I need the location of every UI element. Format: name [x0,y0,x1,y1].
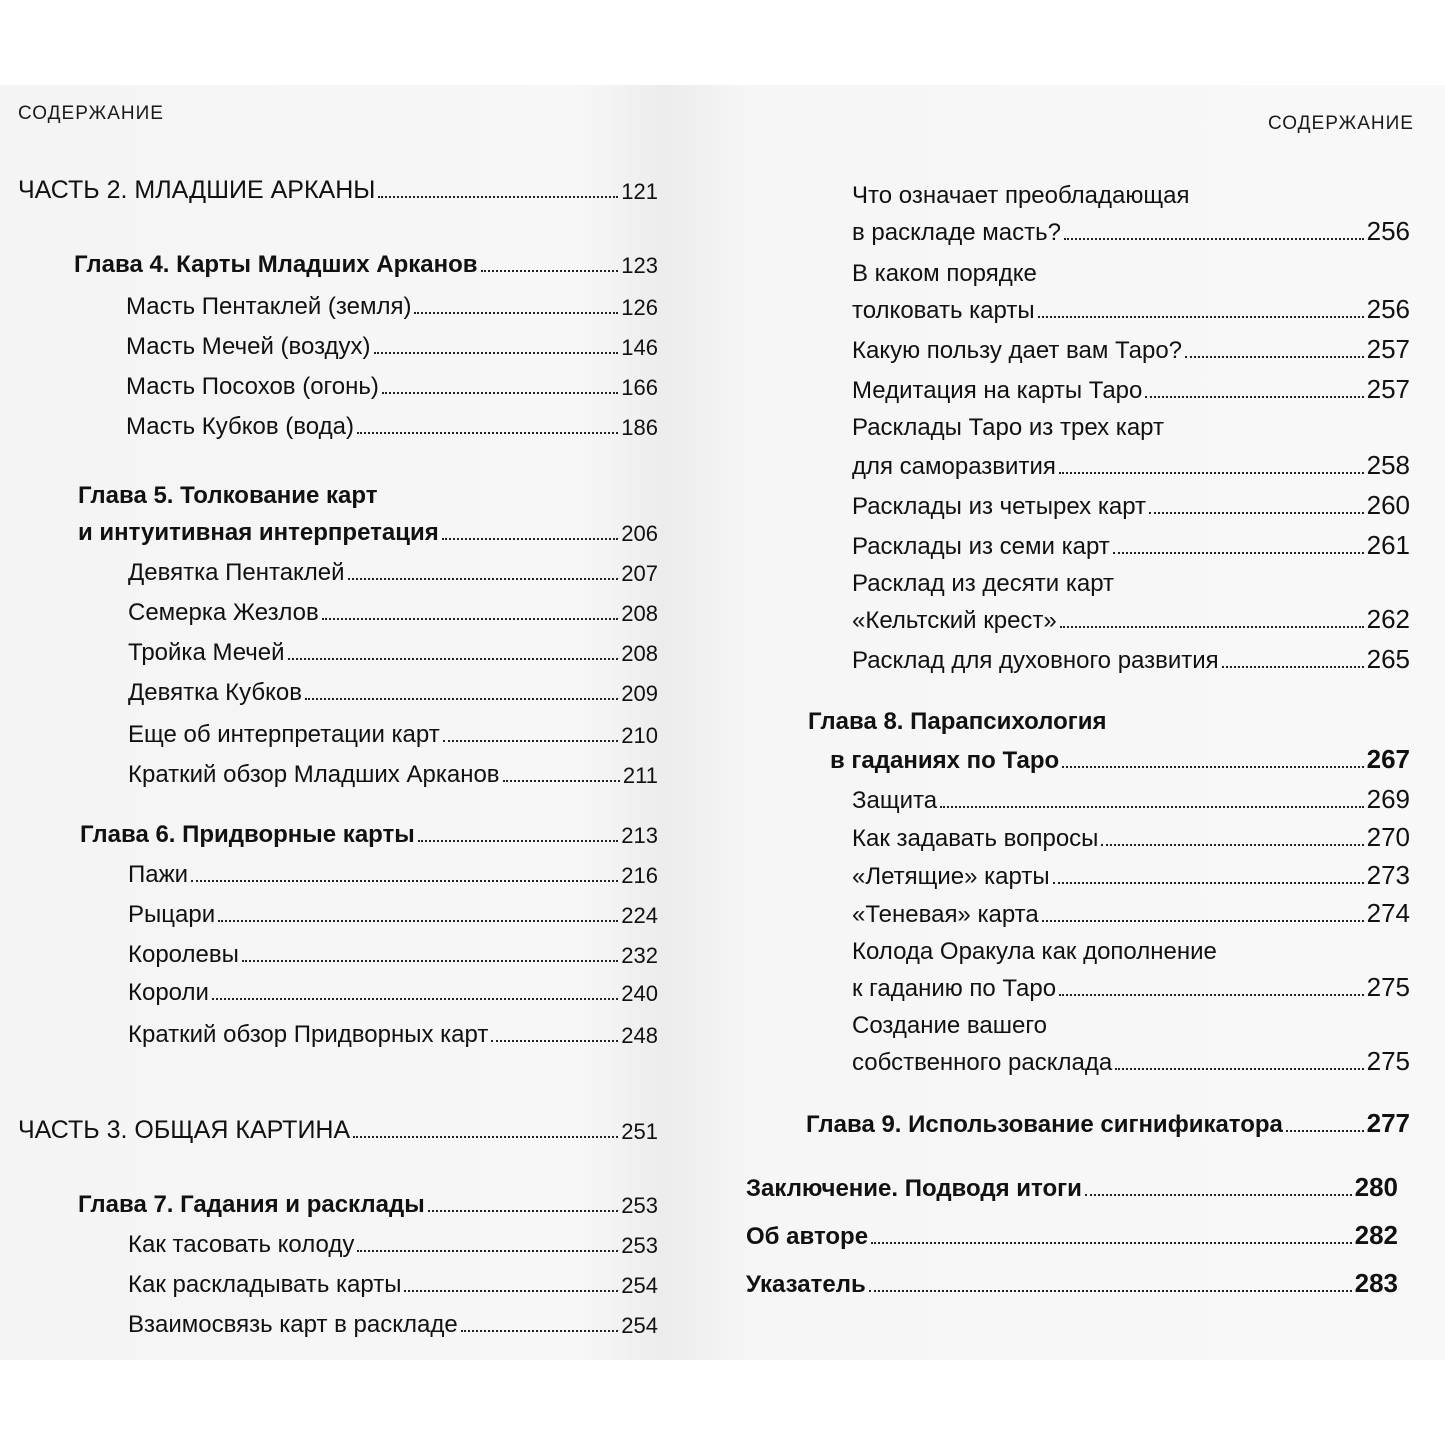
toc-item-page: 146 [621,335,658,360]
toc-item[interactable] [852,641,1410,675]
dot-leader [305,698,618,700]
toc-item[interactable] [126,327,658,361]
toc-item-page: 256 [1366,216,1410,246]
toc-item-title: «Летящие» карты [852,863,1050,890]
dot-leader [1064,238,1364,240]
toc-item-title: Семерка Жезлов [128,599,319,626]
left-running-head: СОДЕРЖАНИЕ [18,103,164,124]
toc-item-title: Масть Пентаклей (земля) [126,293,412,320]
toc-item-title: «Кельтский крест» [852,607,1057,634]
right-running-head: СОДЕРЖАНИЕ [1268,113,1414,134]
toc-item-page: 257 [1366,374,1410,404]
toc-conclusion-title: Заключение. Подводя итоги [746,1175,1082,1202]
toc-item[interactable] [128,593,658,627]
toc-item-title: Королевы [128,941,239,968]
dot-leader [378,196,618,198]
toc-item-page: 209 [621,681,658,706]
toc-part-2-page: 121 [621,179,658,204]
toc-item-title: Расклад для духовного развития [852,647,1219,674]
toc-item[interactable] [852,291,1410,325]
toc-chapter-9[interactable] [806,1105,1410,1139]
dot-leader [481,270,619,272]
toc-item-page: 265 [1366,644,1410,674]
toc-item[interactable] [126,407,658,441]
toc-item-title: Короли [128,979,209,1006]
toc-item[interactable] [852,969,1410,1003]
dot-leader [1185,356,1364,358]
toc-item-page: 275 [1366,1046,1410,1076]
dot-leader [218,920,618,922]
toc-about-author-title: Об авторе [746,1223,869,1250]
toc-item-page: 274 [1366,898,1410,928]
toc-chapter-4-page: 123 [621,253,658,278]
toc-item-title: к гаданию по Таро [852,975,1057,1002]
dot-leader [871,1242,1352,1244]
dot-leader [191,880,618,882]
toc-item-title: Как задавать вопросы [852,825,1099,852]
toc-item-page: 270 [1366,822,1410,852]
dot-leader [242,960,618,962]
toc-item-page: 186 [621,415,658,440]
toc-item[interactable] [852,819,1410,853]
toc-item[interactable] [128,895,658,929]
toc-item[interactable] [852,447,1410,481]
toc-item[interactable] [852,1043,1410,1077]
toc-item[interactable] [128,973,658,1007]
toc-chapter-7[interactable] [78,1185,658,1219]
toc-item[interactable] [128,1015,658,1049]
toc-item-line1[interactable]: В каком порядке [852,260,1037,287]
toc-item-title: Тройка Мечей [128,639,285,666]
toc-chapter-8-title: в гаданиях по Таро [830,747,1060,774]
toc-index-page: 283 [1354,1268,1398,1298]
toc-item-title: Как раскладывать карты [128,1271,402,1298]
toc-chapter-6-page: 213 [621,823,658,848]
toc-item-page: 254 [621,1313,658,1338]
toc-item-title: в раскладе масть? [852,219,1061,246]
toc-item-page: 260 [1366,490,1410,520]
dot-leader [212,998,618,1000]
dot-leader [382,392,618,394]
toc-item[interactable] [852,487,1410,521]
toc-chapter-4[interactable] [74,245,658,279]
toc-item-title: для саморазвития [852,453,1056,480]
toc-item-page: 257 [1366,334,1410,364]
toc-item-page: 224 [621,903,658,928]
toc-item-page: 210 [621,723,658,748]
toc-item-title: Девятка Кубков [128,679,302,706]
dot-leader [348,578,619,580]
toc-item[interactable] [128,755,658,789]
dot-leader [428,1210,619,1212]
dot-leader [1113,552,1364,554]
toc-chapter-5-page: 206 [621,521,658,546]
toc-chapter-8-line1[interactable]: Глава 8. Парапсихология [808,708,1107,735]
toc-item-title: собственного расклада [852,1049,1113,1076]
dot-leader [503,780,620,782]
toc-item-line1[interactable]: Расклад из десяти карт [852,570,1115,597]
toc-item[interactable] [128,673,658,707]
dot-leader [1286,1130,1364,1132]
toc-item-title: Как тасовать колоду [128,1231,355,1258]
toc-item-page: 275 [1366,972,1410,1002]
dot-leader [374,352,619,354]
dot-leader [940,806,1364,808]
toc-item-line1[interactable]: Колода Оракула как дополнение [852,938,1217,965]
toc-item[interactable] [852,857,1410,891]
toc-item-page: 240 [621,981,658,1006]
toc-part-3-page: 251 [621,1119,658,1144]
book-spread [0,85,1445,1360]
dot-leader [1149,512,1364,514]
toc-chapter-6[interactable] [80,815,658,849]
toc-item-page: 166 [621,375,658,400]
toc-chapter-7-title: Глава 7. Гадания и расклады [78,1191,425,1218]
dot-leader [1060,626,1364,628]
toc-item-title: Девятка Пентаклей [128,559,345,586]
toc-item-page: 216 [621,863,658,888]
dot-leader [1115,1068,1363,1070]
toc-item[interactable] [852,371,1410,405]
toc-item-page: 273 [1366,860,1410,890]
dot-leader [869,1290,1352,1292]
toc-item[interactable] [128,1225,658,1259]
toc-part-2[interactable] [18,171,658,205]
dot-leader [443,740,619,742]
toc-item-page: 253 [621,1233,658,1258]
toc-chapter-7-page: 253 [621,1193,658,1218]
toc-index-title: Указатель [746,1271,866,1298]
dot-leader [1145,396,1363,398]
dot-leader [322,618,619,620]
toc-conclusion[interactable] [746,1169,1398,1203]
toc-item[interactable] [852,895,1410,929]
dot-leader [353,1136,618,1138]
dot-leader [357,1250,618,1252]
dot-leader [414,312,618,314]
toc-item-page: 258 [1366,450,1410,480]
dot-leader [491,1040,618,1042]
toc-item-page: 262 [1366,604,1410,634]
toc-item-title: Рыцари [128,901,216,928]
toc-item-page: 211 [622,763,658,788]
toc-item-page: 248 [621,1023,658,1048]
toc-item-line1[interactable]: Расклады Таро из трех карт [852,414,1164,441]
toc-item-title: Расклады из семи карт [852,533,1110,560]
toc-item-title: Еще об интерпретации карт [128,721,440,748]
toc-item-title: Защита [852,787,938,814]
dot-leader [288,658,619,660]
toc-item-page: 208 [621,641,658,666]
toc-item[interactable] [852,781,1410,815]
toc-item[interactable] [852,331,1410,365]
toc-item[interactable] [852,213,1410,247]
dot-leader [1085,1194,1352,1196]
dot-leader [1053,882,1364,884]
toc-item-line1[interactable]: Создание вашего [852,1012,1047,1039]
toc-chapter-5-line1[interactable]: Глава 5. Толкование карт [78,482,378,509]
toc-item-title: Медитация на карты Таро [852,377,1143,404]
dot-leader [461,1330,619,1332]
dot-leader [1042,920,1364,922]
toc-chapter-5-title: и интуитивная интерпретация [78,519,439,546]
toc-item-page: 269 [1366,784,1410,814]
dot-leader [1222,666,1364,668]
toc-item[interactable] [128,553,658,587]
toc-item[interactable] [852,601,1410,635]
toc-item-page: 126 [621,295,658,320]
toc-item-title: толковать карты [852,297,1035,324]
toc-chapter-9-title: Глава 9. Использование сигнификатора [806,1111,1283,1138]
toc-item-title: Расклады из четырех карт [852,493,1146,520]
dot-leader [1062,766,1363,768]
toc-item[interactable] [128,935,658,969]
toc-item-title: «Теневая» карта [852,901,1039,928]
toc-chapter-8[interactable] [830,741,1410,775]
dot-leader [418,840,619,842]
dot-leader [442,538,619,540]
toc-part-3-title: ЧАСТЬ 3. ОБЩАЯ КАРТИНА [18,1116,351,1144]
dot-leader [404,1290,618,1292]
toc-item-page: 232 [621,943,658,968]
dot-leader [1038,316,1364,318]
toc-item[interactable] [128,855,658,889]
toc-item-page: 207 [621,561,658,586]
toc-item-title: Краткий обзор Придворных карт [128,1021,489,1048]
dot-leader [357,432,618,434]
toc-item[interactable] [126,287,658,321]
toc-item[interactable] [128,715,658,749]
toc-item-page: 261 [1366,530,1410,560]
dot-leader [1059,994,1364,996]
toc-item[interactable] [126,367,658,401]
toc-chapter-6-title: Глава 6. Придворные карты [80,821,415,848]
dot-leader [1101,844,1363,846]
toc-item-line1[interactable]: Что означает преобладающая [852,182,1190,209]
toc-item[interactable] [128,633,658,667]
toc-item-title: Взаимосвязь карт в раскладе [128,1311,458,1338]
toc-chapter-5[interactable] [78,513,658,547]
toc-item-title: Масть Мечей (воздух) [126,333,371,360]
toc-chapter-9-page: 277 [1366,1108,1410,1138]
toc-item-title: Масть Кубков (вода) [126,413,354,440]
toc-item-title: Краткий обзор Младших Арканов [128,761,500,788]
toc-part-3[interactable] [18,1111,658,1145]
toc-about-author[interactable] [746,1217,1398,1251]
toc-conclusion-page: 280 [1354,1172,1398,1202]
toc-item[interactable] [852,527,1410,561]
toc-item-title: Масть Посохов (огонь) [126,373,379,400]
toc-part-2-title: ЧАСТЬ 2. МЛАДШИЕ АРКАНЫ [18,176,376,204]
toc-item[interactable] [128,1265,658,1299]
toc-item-title: Пажи [128,861,189,888]
toc-chapter-4-title: Глава 4. Карты Младших Арканов [74,251,478,278]
toc-item-page: 208 [621,601,658,626]
toc-chapter-8-page: 267 [1366,744,1410,774]
toc-index[interactable] [746,1265,1398,1299]
toc-item-page: 256 [1366,294,1410,324]
toc-about-author-page: 282 [1354,1220,1398,1250]
toc-item-page: 254 [621,1273,658,1298]
dot-leader [1059,472,1364,474]
toc-item[interactable] [128,1305,658,1339]
toc-item-title: Какую пользу дает вам Таро? [852,337,1183,364]
